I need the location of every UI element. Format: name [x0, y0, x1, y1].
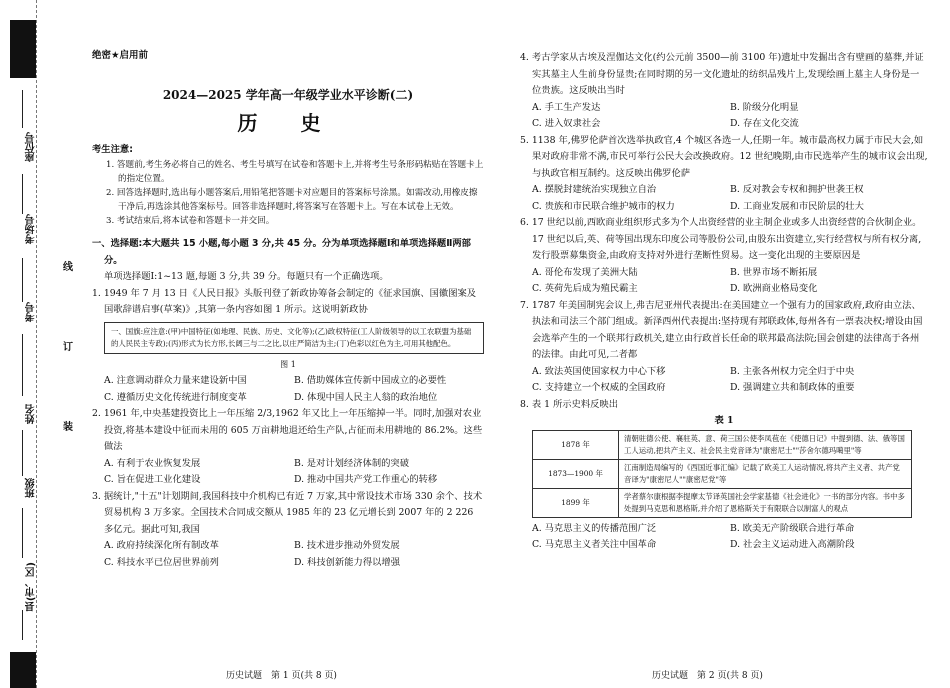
- figure-1-box: 一、国旗:应注意:(甲)中国特征(如地理、民族、历史、文化等);(乙)政权特征(工人阶级领导的以工农联盟为基础的人民民主专政);(丙)形式为长方形,长阔三与二之比,以庄严简洁为主;(丁)色彩以红色为主,可用其他配色。: [104, 322, 484, 354]
- table-cell-text: 江南制造局编写的《西国近事汇编》记载了欧美工人运动情况,将共产主义者、共产党音译为"康密尼人""康密尼党"等: [619, 459, 912, 488]
- option-d: D. 强调建立共和制政体的重要: [730, 382, 855, 393]
- notes-heading: 考生注意:: [92, 143, 133, 155]
- option-a: A. 马克思主义的传播范围广泛: [532, 522, 657, 534]
- name-label: 姓名: [26, 404, 37, 424]
- option-a: A. 致法英国使国家权力中心下移: [532, 365, 666, 377]
- option-b: B. 借助媒体宣传新中国成立的必要性: [294, 375, 447, 386]
- option-b: B. 世界市场不断拓展: [730, 266, 818, 278]
- question-stem: 4. 考古学家从古埃及涅伽达文化(约公元前 3500—前 3100 年)遗址中发掘出含有壁画的墓葬,并证实其墓主人生前身份显贵;在同时期的另一文化遗址的纺织品残片上,发现绘画上墓主人身份是一位贵族。这反映出当时: [520, 52, 924, 96]
- option-d: D. 体现中国人民主人翁的政治地位: [294, 391, 438, 403]
- option-d: D. 推动中国共产党工作重心的转移: [294, 474, 438, 485]
- section-heading: 一、选择题:本大题共 15 小题,每小题 3 分,共 45 分。分为单项选择题Ⅰ和单项选择题Ⅱ两部分。: [92, 238, 471, 266]
- question-6: [520, 215, 928, 298]
- option-a: A. 摆脱封建统治实现独立自治: [532, 184, 657, 195]
- question-3: [92, 489, 484, 572]
- options: [520, 265, 928, 298]
- cut-mark-line: 线: [63, 262, 73, 273]
- table-1: [532, 430, 912, 518]
- fill-line: [22, 610, 23, 640]
- fill-line: [22, 334, 23, 396]
- note-item: 3. 考试结束后,将本试卷和答题卡一并交回。: [106, 216, 275, 226]
- cut-mark-zhuang: 装: [63, 422, 73, 433]
- option-d: D. 社会主义运动进入高潮阶段: [730, 539, 855, 550]
- question-stem: 8. 表 1 所示史料反映出: [520, 398, 619, 410]
- option-c: C. 支持建立一个权威的全国政府: [532, 382, 666, 393]
- table-cell-text: 清朝驻德公使、襄驻英、意、荷三国公使李凤苞在《使德日记》中提到德、法、俄等国工人运动,把共产主义、社会民主党音译为"康密尼士""莎舍尔德玛噶里"等: [619, 430, 912, 459]
- county-label: 县(市、区): [26, 562, 37, 612]
- option-c: C. 遵循历史文化传统进行制度变革: [104, 391, 247, 403]
- question-5: [520, 133, 928, 216]
- options: [92, 538, 484, 571]
- subject-title: 历 史: [237, 111, 339, 135]
- page-footer-1: 历史试题 第 1 页(共 8 页): [226, 671, 337, 681]
- option-b: B. 是对计划经济体制的突破: [294, 457, 410, 469]
- option-b: B. 阶级分化明显: [730, 101, 799, 113]
- option-c: C. 英荷先后成为殖民霸主: [532, 283, 638, 294]
- question-stem: 2. 1961 年,中央基建投资比上一年压缩 2/3,1962 年又比上一年压缩掉一半。同时,加强对农业投资,将基本建设中征而未用的 605 万亩耕地退还给生产队,占征而未用耕地的 86.2%。这些做法: [92, 408, 483, 452]
- option-c: C. 科技水平已位居世界前列: [104, 556, 219, 568]
- table-cell-year: 1878 年: [533, 430, 619, 459]
- confidential-mark: 绝密★启用前: [92, 50, 149, 61]
- exam-room-label: 考场号: [26, 214, 37, 244]
- table-cell-text: 学者蔡尔康根据李提摩太节译英国社会学家基德《社会进化》一书的部分内容。书中多处提到马克思和恩格斯,并介绍了恩格斯关于有限联合以制富人的观点: [619, 488, 912, 517]
- table-row: [533, 459, 912, 488]
- exam-id-label: 考号: [26, 302, 37, 322]
- options: [520, 364, 928, 397]
- note-item: 2. 回答选择题时,选出每小题答案后,用铅笔把答题卡对应题目的答案标号涂黑。如需改动,用橡皮擦干净后,再选涂其他答案标号。回答非选择题时,将答案写在答题卡上。写在本试卷上无效。: [106, 188, 478, 212]
- option-c: C. 进入奴隶社会: [532, 118, 601, 129]
- table-row: [533, 430, 912, 459]
- question-stem: 5. 1138 年,佛罗伦萨首次选举执政官,4 个城区各选一人,任期一年。城市最高权力属于市民大会,如果对政府非常不满,市民可举行公民大会改换政府。12 世纪晚期,由市民选举产生的城市议会出现,与执政官相互制约。这反映出佛罗伦萨: [520, 134, 928, 179]
- table-title: 表 1: [714, 415, 734, 426]
- cut-mark-ding: 订: [63, 342, 73, 353]
- option-b: B. 反对教会专权和拥护世袭王权: [730, 184, 864, 195]
- binding-bar: [10, 652, 36, 688]
- question-2: [92, 406, 484, 489]
- option-d: D. 科技创新能力得以增强: [294, 556, 401, 568]
- option-d: D. 存在文化交流: [730, 118, 799, 129]
- question-stem: 6. 17 世纪以前,西欧商业组织形式多为个人出资经营的业主制企业或多人出资经营的合伙制企业。17 世纪以后,英、荷等国出现东印度公司等股份公司,由股东出资建立,实行经营权与所有权分离,发行股票募集资金,由政府支持对外进行垄断性贸易。这一变化出现的主要原因是: [520, 217, 922, 261]
- option-d: D. 工商业发展和市民阶层的壮大: [730, 200, 864, 212]
- option-a: A. 哥伦布发现了美洲大陆: [532, 266, 638, 278]
- fill-line: [22, 508, 23, 558]
- table-cell-year: 1899 年: [533, 488, 619, 517]
- page-2-column: [520, 50, 928, 554]
- figure-caption: 图 1: [280, 359, 296, 369]
- option-a: A. 注意调动群众力量来建设新中国: [104, 375, 247, 386]
- question-4: [520, 50, 928, 133]
- binding-bar: [10, 20, 36, 78]
- question-stem: 3. 据统计,"十五"计划期间,我国科技中介机构已有近 7 万家,其中常设技术市场 330 余个、技术贸易机构 3 万多家。全国技术合同成交额从 1985 年的 23 亿元增长到 2007 年的 2 226 多亿元。据此可知,我国: [92, 490, 483, 535]
- option-c: C. 马克思主义者关注中国革命: [532, 539, 657, 550]
- option-a: A. 手工生产发达: [532, 101, 601, 113]
- options: [520, 100, 928, 133]
- page-footer-2: 历史试题 第 2 页(共 8 页): [652, 671, 763, 681]
- fill-line: [22, 174, 23, 214]
- options: [92, 373, 484, 406]
- table-cell-year: 1873—1900 年: [533, 459, 619, 488]
- question-stem: 1. 1949 年 7 月 13 日《人民日报》头版刊登了新政协筹备会制定的《征求国旗、国徽图案及国歌辞谱启事(草案)》,其第一条内容如图 1 所示。这说明新政协: [92, 287, 477, 315]
- question-7: [520, 298, 928, 397]
- note-item: 1. 答题前,考生务必将自己的姓名、考生号填写在试卷和答题卡上,并将考生号条形码粘贴在答题卡上的指定位置。: [106, 160, 484, 184]
- option-b: B. 技术进步推动外贸发展: [294, 540, 400, 551]
- seat-label: 座位号: [26, 132, 37, 162]
- fill-line: [22, 258, 23, 302]
- option-a: A. 有利于农业恢复发展: [104, 457, 201, 469]
- class-label: 班级: [26, 478, 37, 498]
- option-c: C. 旨在促进工业化建设: [104, 474, 201, 485]
- question-8: [520, 397, 928, 554]
- option-a: A. 政府持续深化所有制改革: [104, 540, 219, 551]
- fill-line: [22, 430, 23, 476]
- option-b: B. 主张各州权力完全归于中央: [730, 365, 855, 377]
- section-subheading: 单项选择题Ⅰ:1~13 题,每题 3 分,共 39 分。每题只有一个正确选项。: [104, 271, 389, 282]
- option-d: D. 欧洲商业格局变化: [730, 283, 818, 294]
- question-1: [92, 286, 484, 407]
- option-c: C. 贵族和市民联合维护城市的权力: [532, 200, 675, 212]
- options: [520, 521, 928, 554]
- page-1-column: [92, 48, 484, 571]
- fill-line: [22, 90, 23, 128]
- option-b: B. 欧美无产阶级联合进行革命: [730, 522, 855, 534]
- options: [520, 182, 928, 215]
- table-row: [533, 488, 912, 517]
- binding-strip: [0, 0, 62, 688]
- options: [92, 456, 484, 489]
- exam-title: 2024—2025 学年高一年级学业水平诊断(二): [162, 87, 414, 102]
- question-stem: 7. 1787 年美国制宪会议上,弗吉尼亚州代表提出:在美国建立一个强有力的国家政府,政府由立法、执法和司法三个部门组成。新泽西州代表提出:坚持现有邦联政体,每州各有一票表决权;增设由国会选举产生的一个联邦行政机关,建立由行政首长任命的联邦最高法院;国会创建的法律高于各州的法律。由此可见,二者都: [520, 299, 923, 360]
